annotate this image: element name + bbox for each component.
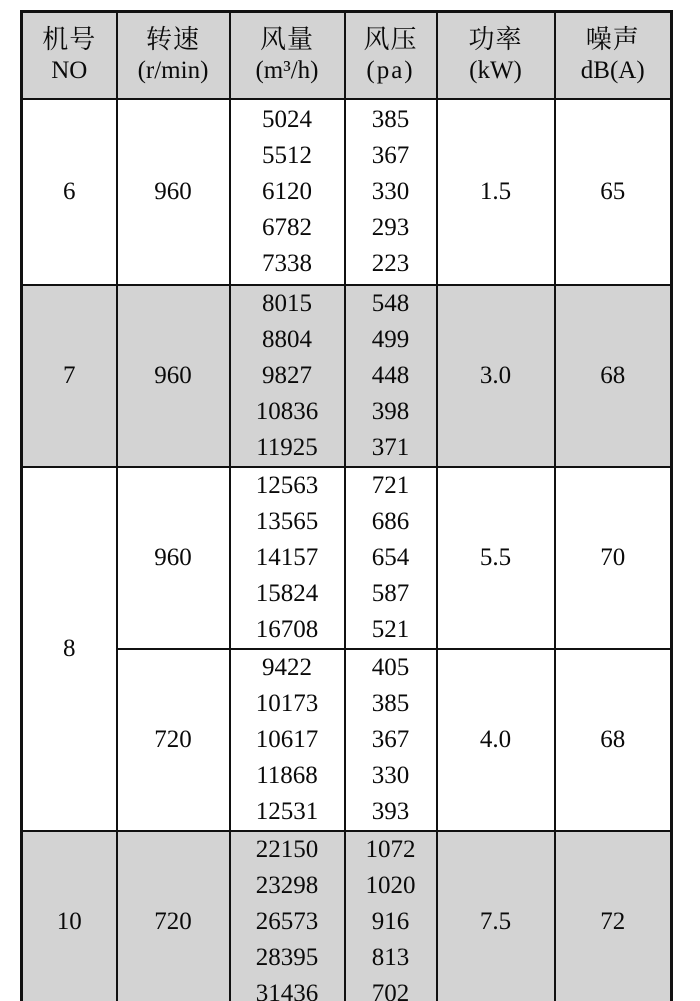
volume-value: 6782	[262, 213, 312, 241]
pressure-value: 1020	[365, 871, 416, 899]
pressure-value: 916	[371, 907, 410, 935]
pressure-value: 587	[371, 579, 410, 607]
volume-value: 28395	[255, 943, 319, 971]
volume-value: 5512	[262, 141, 312, 169]
header-pressure-label: 风压	[363, 25, 418, 55]
header-noise-label: 噪声	[585, 25, 640, 55]
pressure-value: 398	[371, 397, 410, 425]
cell-no10-speed	[117, 831, 230, 1001]
volume-value: 8015	[262, 289, 312, 317]
pressure-value: 385	[371, 689, 410, 717]
cell-no8a-power	[437, 467, 555, 649]
header-volume-unit: (m³/h)	[255, 57, 319, 85]
noise-value: 68	[600, 361, 626, 389]
power-value: 7.5	[479, 907, 512, 935]
volume-value: 11925	[256, 433, 318, 461]
pressure-list	[346, 650, 436, 830]
volume-value: 10617	[255, 725, 319, 753]
header-pressure-unit: (pa)	[366, 57, 415, 85]
col-header-volume	[230, 12, 345, 99]
cell-no6-volumes	[230, 99, 345, 285]
volume-value: 15824	[255, 579, 319, 607]
power-value: 5.5	[479, 543, 512, 571]
pressure-list	[346, 286, 436, 466]
noise-value: 68	[600, 725, 626, 753]
volume-value: 11868	[256, 761, 318, 789]
volume-value: 22150	[255, 835, 319, 863]
speed-value: 720	[154, 725, 192, 753]
header-speed-unit: (r/min)	[137, 57, 209, 85]
cell-no6-number	[22, 99, 117, 285]
volume-value: 31436	[255, 979, 319, 1001]
cell-no6-noise	[555, 99, 672, 285]
cell-no8b-speed	[117, 649, 230, 831]
volume-list	[231, 286, 344, 466]
col-header-pressure	[345, 12, 437, 99]
pressure-value: 448	[371, 361, 410, 389]
header-no-sub: NO	[51, 57, 88, 85]
volume-list	[231, 468, 344, 648]
pressure-value: 521	[371, 615, 410, 643]
machine-no-value: 6	[63, 177, 76, 205]
pressure-value: 548	[371, 289, 410, 317]
cell-no10-number	[22, 831, 117, 1001]
speed-value: 960	[154, 177, 192, 205]
volume-value: 16708	[255, 615, 319, 643]
volume-list	[231, 832, 344, 1001]
cell-no8b-volumes	[230, 649, 345, 831]
cell-no10-power	[437, 831, 555, 1001]
cell-no8a-volumes	[230, 467, 345, 649]
volume-value: 26573	[255, 907, 319, 935]
pressure-value: 367	[371, 141, 410, 169]
header-no-label: 机号	[42, 25, 97, 55]
cell-no8a-pressures	[345, 467, 437, 649]
cell-no7-number	[22, 285, 117, 467]
row-no7	[22, 285, 672, 467]
volume-value: 8804	[262, 325, 312, 353]
volume-value: 10836	[255, 397, 319, 425]
cell-no7-noise	[555, 285, 672, 467]
cell-no7-pressures	[345, 285, 437, 467]
volume-value: 9422	[262, 653, 312, 681]
pressure-value: 654	[371, 543, 410, 571]
header-volume-label: 风量	[259, 25, 314, 55]
cell-no8a-speed	[117, 467, 230, 649]
row-no8-960	[22, 467, 672, 649]
cell-no8b-noise	[555, 649, 672, 831]
pressure-value: 813	[371, 943, 410, 971]
cell-no7-power	[437, 285, 555, 467]
cell-no10-pressures	[345, 831, 437, 1001]
header-noise-unit: dB(A)	[580, 57, 645, 85]
cell-no7-speed	[117, 285, 230, 467]
pressure-list	[346, 468, 436, 648]
cell-no6-pressures	[345, 99, 437, 285]
col-header-speed	[117, 12, 230, 99]
pressure-list	[346, 102, 436, 282]
power-value: 3.0	[479, 361, 512, 389]
row-no6	[22, 99, 672, 285]
cell-no8a-noise	[555, 467, 672, 649]
pressure-value: 293	[371, 213, 410, 241]
cell-no7-volumes	[230, 285, 345, 467]
fan-spec-table	[20, 10, 673, 1001]
col-header-noise	[555, 12, 672, 99]
volume-value: 13565	[255, 507, 319, 535]
volume-value: 9827	[262, 361, 312, 389]
noise-value: 72	[600, 907, 626, 935]
speed-value: 960	[154, 543, 192, 571]
pressure-value: 330	[371, 177, 410, 205]
noise-value: 70	[600, 543, 626, 571]
cell-no6-power	[437, 99, 555, 285]
col-header-power	[437, 12, 555, 99]
power-value: 4.0	[479, 725, 512, 753]
header-power-unit: (kW)	[469, 57, 522, 85]
machine-no-value: 8	[63, 634, 76, 662]
cell-no8b-pressures	[345, 649, 437, 831]
cell-no6-speed	[117, 99, 230, 285]
volume-list	[231, 650, 344, 830]
pressure-value: 405	[371, 653, 410, 681]
pressure-value: 721	[371, 471, 410, 499]
cell-no8-number	[22, 467, 117, 831]
pressure-value: 1072	[365, 835, 416, 863]
row-no10	[22, 831, 672, 1001]
col-header-no	[22, 12, 117, 99]
header-power-label: 功率	[468, 25, 523, 55]
cell-no10-volumes	[230, 831, 345, 1001]
pressure-value: 330	[371, 761, 410, 789]
volume-value: 6120	[262, 177, 312, 205]
pressure-value: 367	[371, 725, 410, 753]
machine-no-value: 7	[63, 361, 76, 389]
pressure-value: 686	[371, 507, 410, 535]
machine-no-value: 10	[56, 907, 82, 935]
cell-no10-noise	[555, 831, 672, 1001]
noise-value: 65	[600, 177, 626, 205]
pressure-value: 702	[371, 979, 410, 1001]
power-value: 1.5	[479, 177, 512, 205]
cell-no8b-power	[437, 649, 555, 831]
volume-value: 5024	[262, 105, 312, 133]
volume-value: 12563	[255, 471, 319, 499]
volume-value: 14157	[255, 543, 319, 571]
volume-value: 23298	[255, 871, 319, 899]
volume-value: 10173	[255, 689, 319, 717]
pressure-value: 371	[371, 433, 410, 461]
speed-value: 960	[154, 361, 192, 389]
pressure-value: 385	[371, 105, 410, 133]
pressure-list	[346, 832, 436, 1001]
pressure-value: 393	[371, 797, 410, 825]
speed-value: 720	[154, 907, 192, 935]
row-no8-720	[22, 649, 672, 831]
pressure-value: 499	[371, 325, 410, 353]
volume-value: 7338	[262, 249, 312, 277]
header-speed-label: 转速	[145, 25, 200, 55]
volume-value: 12531	[255, 797, 319, 825]
volume-list	[231, 102, 344, 282]
header-row	[22, 12, 672, 99]
pressure-value: 223	[371, 249, 410, 277]
